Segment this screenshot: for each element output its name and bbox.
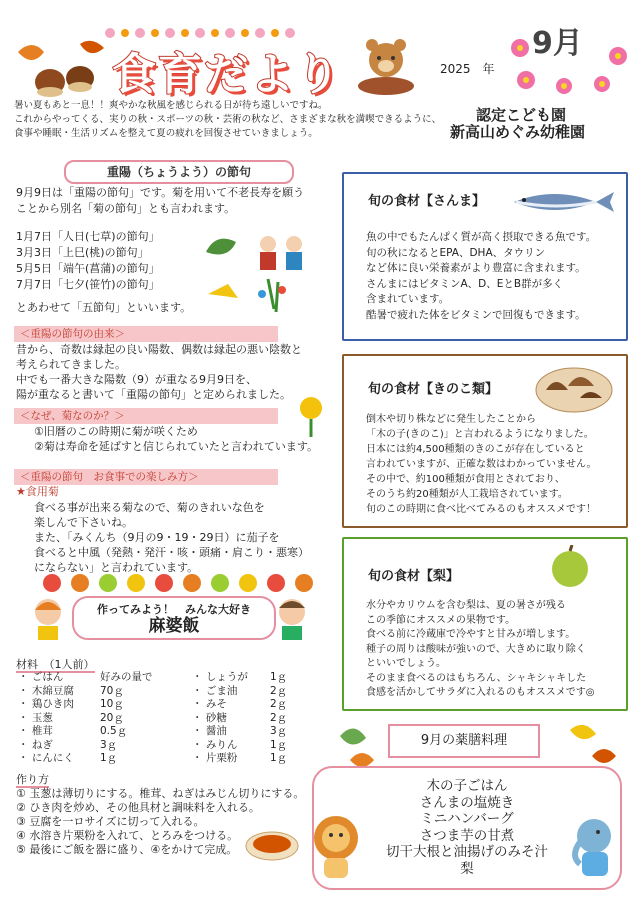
sanma-box (342, 172, 628, 341)
menu-item: 梨 (460, 860, 474, 877)
origin-heading: ＜重陽の節句の由来＞ (14, 326, 278, 342)
why-text: ①旧暦のこの時期に菊が咲くため ②菊は寿命を延ばすと信じられていたと言われています。 (34, 425, 318, 453)
ingredients-heading: 材料 （1人前） (16, 658, 95, 671)
kinoko-text: 倒木や切り株などに発生したことから 「木の子(きのこ)」と言われるようになりました。 日本には約4,500種類のきのこが存在していると 言われていますが、正確な数はわかっていません。 その中で、約100種類が食用とされており、 そのうち約20種類が人工栽培されています。 旬のこの時期に食べ比べてみるのもオススメです！ (366, 414, 597, 515)
mushroom-icon (534, 364, 614, 414)
ingredient-name: ・ 砂糖 (192, 711, 227, 724)
ingredient-amount: 70ｇ (100, 684, 124, 697)
nashi-title: 旬の食材【梨】 (368, 569, 460, 584)
ingredient-row (192, 739, 302, 753)
ingredient-name: ・ ごはん (18, 671, 64, 683)
ingredient-amount: 1ｇ (270, 671, 288, 683)
ingredient-amount: 20ｇ (100, 711, 124, 724)
menu-item: さつま芋の甘煮 (419, 827, 515, 844)
sanma-text: 魚の中でもたんぱく質が高く摂取できる魚です。 旬の秋になるとEPA、DHA、タウリン など体に良い栄養素がより豊富に含まれます。 さんまにはビタミンA、D、EとB群が多く 含まれています。 酷暑で疲れた体をビタミンで回復もできます。 (366, 231, 597, 321)
chestnut-leaves-icon (10, 34, 110, 104)
ingredient-amount: 1ｇ (270, 752, 288, 764)
ingredient-name: ・ ねぎ (18, 738, 53, 751)
kinoko-box (342, 354, 628, 528)
ingredient-row (192, 752, 302, 766)
ingredient-name: ・ 椎茸 (18, 725, 53, 737)
ingredients-left (18, 671, 178, 766)
menu-item: ミニハンバーグ (420, 811, 514, 827)
recipe-title-pill (72, 596, 276, 640)
intro-text: 暑い夏もあと一息！！爽やかな秋風を感じられる日が待ち遠しいですね。 これからやってくる、実りの秋・スポーツの秋・芸術の秋など、さまざまな秋を満喫できるように、 食事や睡眠・生活リズムを整えて夏の疲れを回復させていきましょう。 (14, 100, 442, 139)
ingredient-name: ・ にんにく (18, 752, 74, 764)
sekku-list: 1月7日「人日(七草)の節句」 3月3日「上巳(桃)の節句」 5月5日「端午(菖蒲)の節句」 7月7日「七夕(笹竹)の節句」 (16, 230, 160, 291)
ingredient-name: ・ 鶏ひき肉 (18, 698, 74, 710)
why-heading: ＜なぜ、菊なのか？＞ (14, 408, 278, 424)
ingredient-name: ・ みそ (192, 698, 227, 710)
ingredient-amount: 1ｇ (100, 752, 118, 764)
ingredient-row (192, 725, 302, 739)
elephant-icon (568, 812, 626, 882)
ingredient-name: ・ みりん (192, 738, 238, 751)
child-girl-icon (30, 596, 66, 640)
ingredient-amount: 2ｇ (270, 698, 288, 710)
fruit-row-icon (40, 572, 316, 594)
page-title: 食育だより (112, 49, 342, 100)
menu-item: さんまの塩焼き (419, 794, 515, 811)
school-line1: 認定こども園 (476, 106, 567, 124)
ingredient-amount: 1ｇ (270, 738, 288, 751)
ingredient-row (18, 712, 178, 726)
ingredient-row (192, 671, 302, 685)
steps-list: ① 玉葱は薄切りにする。椎茸、ねぎはみじん切りにする。 ② ひき肉を炒め、その他具材と調味料を入れる。 ③ 豆腐を一ロサイズに切って入れる。 ④ 水溶き片栗粉を入れて、とろみをつける。 ⑤ 最後にご飯を器に盛り、④をかけて完成。 (16, 787, 305, 856)
cosmos-flower-icon (506, 26, 630, 96)
mapo-dish-icon (244, 826, 300, 862)
menu-item: 木の子ごはん (426, 778, 508, 794)
ingredient-amount: 3ｇ (270, 725, 288, 737)
ingredient-amount: 好みの量で (100, 671, 153, 683)
ingredient-amount: 10ｇ (100, 698, 124, 710)
ingredient-row (192, 698, 302, 712)
ingredient-amount: 0.5ｇ (100, 725, 128, 737)
choyo-heading: 重陽（ちょうよう）の節句 (64, 160, 294, 184)
ingredient-name: ・ 玉葱 (18, 711, 53, 724)
origin-text: 昔から、奇数は縁起の良い陽数、偶数は縁起の悪い陰数と 考えられてきました。 中でも一番大きな陽数（9）が重なる9月9日を、 陽が重なると書いて「重陽の節句」と定められました。 (16, 343, 302, 401)
sanma-title: 旬の食材【さんま】 (368, 194, 486, 209)
nashi-box (342, 537, 628, 711)
enjoy-heading: ＜重陽の節句 お食事での楽しみ方＞ (14, 469, 278, 485)
edible-heading: ★食用菊 (16, 485, 59, 498)
recipe-try-label: 作ってみよう！ みんな大好き (97, 603, 251, 616)
ingredient-name: ・ 片栗粉 (192, 752, 238, 764)
nashi-text: 水分やカリウムを含む梨は、夏の暑さが残る この季節にオススメの果物です。 食べる前に冷蔵庫で冷やすと甘みが増します。 種子の周りは酸味が強いので、大きめに取り除く といいでしょう。 そのまま食べるのはもちろん、シャキシャキした 食感を活かしてサラダに入れるのもオススメです◎ (366, 600, 595, 698)
child-boy-icon (274, 596, 310, 640)
yakuzen-title: 9月の薬膳料理 (388, 724, 540, 758)
sanma-fish-icon (512, 184, 616, 222)
ingredient-name: ・ しょうが (192, 671, 248, 683)
ingredient-row (18, 725, 178, 739)
ingredient-name: ・ 醤油 (192, 725, 227, 737)
ingredient-row (18, 698, 178, 712)
pear-icon (548, 545, 592, 589)
ingredients-right (192, 671, 302, 766)
ingredient-row (192, 712, 302, 726)
steps-heading: 作り方 (16, 773, 49, 786)
choyo-intro: 9月9日は「重陽の節句」です。菊を用いて不老長寿を願う ことから別名「菊の節句」とも言われます。 (16, 186, 305, 215)
ingredient-row (192, 685, 302, 699)
ingredient-row (18, 739, 178, 753)
ingredient-row (18, 752, 178, 766)
bear-icon (354, 32, 418, 96)
ingredient-name: ・ 木綿豆腐 (18, 684, 74, 697)
lion-icon (308, 812, 366, 882)
ingredient-amount: 2ｇ (270, 684, 288, 697)
year-label: 2025 年 (440, 62, 495, 76)
school-line2: 新高山めぐみ幼稚園 (450, 123, 586, 141)
menu-item: 切干大根と油揚げのみそ汁 (386, 844, 548, 860)
sekku-illustrations-icon (198, 224, 323, 316)
ingredient-amount: 3ｇ (100, 738, 118, 751)
recipe-name: 麻婆飯 (148, 616, 200, 636)
sekku-summary: とあわせて「五節句」といいます。 (16, 301, 192, 314)
edible-text: 食べる事が出来る菊なので、菊のきれいな色を 楽しんで下さいね。 また、「みくんち（9月の9・19・29日）に茄子を 食べると中風（発熱・発汗・咳・頭痛・肩こり・悪寒） にならない」と言われています。 (34, 501, 309, 574)
kinoko-title: 旬の食材【きのこ類】 (368, 382, 499, 397)
ingredient-amount: 2ｇ (270, 711, 288, 724)
ingredient-name: ・ ごま油 (192, 684, 238, 697)
ingredient-row (18, 685, 178, 699)
ingredient-row (18, 671, 178, 685)
month-label: 9月 (532, 26, 583, 61)
